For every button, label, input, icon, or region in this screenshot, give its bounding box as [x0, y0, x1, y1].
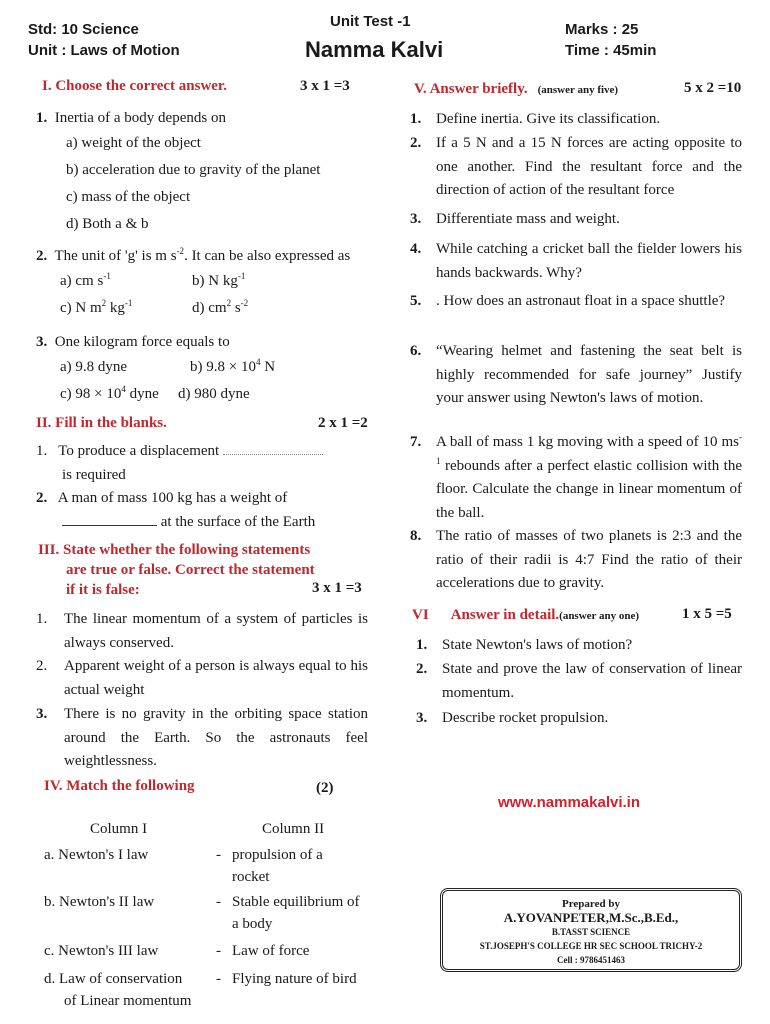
section3-title-line: if it is false: — [66, 582, 140, 598]
brand-title: Namma Kalvi — [305, 37, 444, 62]
author-designation: B.TASST SCIENCE — [551, 927, 631, 937]
match-dash: - — [216, 971, 221, 987]
section6-marks: 1 x 5 =5 — [682, 606, 732, 622]
option-d — [192, 300, 248, 317]
question-number: 1. — [36, 611, 48, 627]
section2-title: II. Fill in the blanks. — [36, 415, 167, 431]
unit-label: Unit : Laws of Motion — [28, 42, 180, 59]
question-text: A man of mass 100 kg has a weight of — [57, 490, 288, 506]
question — [36, 331, 230, 355]
option-d: d) 980 dyne — [178, 386, 250, 402]
option-text: dyne — [125, 386, 159, 402]
match-left: of Linear momentum — [64, 993, 192, 1009]
question-text: A ball of mass 1 kg moving with a speed of 10 ms — [436, 434, 739, 450]
superscript: 4 — [121, 384, 126, 394]
question — [416, 707, 742, 731]
option-text: c) 98 × 10 — [60, 386, 122, 402]
question-number: 3. — [410, 211, 422, 227]
section3-title-line: III. State whether the following statements — [38, 542, 311, 558]
match-left: a. Newton's I law — [44, 847, 149, 863]
match-right: rocket — [232, 869, 270, 885]
question-text: One kilogram force equals to — [54, 334, 230, 350]
match-left: c. Newton's III law — [44, 943, 159, 959]
question-text: To produce a displacement — [58, 443, 220, 459]
superscript: 2 — [101, 298, 107, 308]
question-text-cont: rebounds after a perfect elastic collision with the floor. Calculate the change in linear momentum of the ball. — [436, 457, 742, 521]
option-text: b) 9.8 × 10 — [190, 359, 256, 375]
marks-label: Marks : 25 — [565, 21, 639, 38]
question — [410, 431, 742, 525]
section3-title-line: are true or false. Correct the statement — [66, 562, 315, 578]
option-c: c) mass of the object — [66, 189, 191, 205]
superscript: -1 — [436, 432, 742, 466]
question — [36, 245, 350, 269]
match-right: Flying nature of bird — [232, 971, 357, 987]
superscript: -2 — [240, 298, 249, 308]
question-text: The linear momentum of a system of particles is always conserved. — [64, 611, 368, 651]
superscript: -1 — [124, 298, 133, 308]
match-right: Stable equilibrium of — [232, 894, 360, 910]
option-b — [190, 359, 275, 376]
question — [36, 107, 226, 131]
answer-blank — [62, 525, 157, 526]
question-number: 1. — [36, 443, 48, 459]
option-text: kg — [106, 300, 125, 316]
question-number: 5. — [410, 293, 422, 309]
question — [36, 608, 368, 655]
question-number: 2. — [36, 490, 48, 506]
question-number: 4. — [410, 241, 422, 257]
question-number: 1. — [416, 637, 428, 653]
question-number: 1. — [410, 111, 422, 127]
match-dash: - — [216, 894, 221, 910]
question — [416, 658, 742, 705]
section6-title: Answer in detail. — [450, 607, 560, 623]
question — [410, 108, 742, 132]
match-left: b. Newton's II law — [44, 894, 155, 910]
prepared-by-box — [440, 888, 742, 972]
question-number: 8. — [410, 528, 422, 544]
option-c — [60, 386, 159, 403]
question-text: Differentiate mass and weight. — [436, 211, 620, 227]
section6-header — [412, 606, 639, 624]
superscript: -1 — [237, 271, 246, 281]
question-number: 2. — [410, 135, 422, 151]
section3-title — [38, 540, 315, 600]
superscript: 2 — [226, 298, 232, 308]
section4-marks: (2) — [316, 780, 334, 796]
question — [36, 655, 368, 702]
superscript: -2 — [176, 246, 185, 256]
question-text: . How does an astronaut float in a space shuttle? — [436, 293, 726, 309]
match-right: Law of force — [232, 943, 310, 959]
question-number: 2. — [36, 658, 48, 674]
match-dash: - — [216, 943, 221, 959]
website-link[interactable]: www.nammakalvi.in — [498, 794, 640, 811]
question-text: State Newton's laws of motion? — [442, 637, 633, 653]
option-text: a) cm s — [60, 273, 104, 289]
question-text: While catching a cricket ball the fielder lowers his hands backwards. Why? — [436, 241, 742, 281]
section6-title-number: VI — [412, 607, 429, 623]
option-text: c) N m — [60, 300, 102, 316]
time-label: Time : 45min — [565, 42, 657, 59]
question-text: Apparent weight of a person is always equal to his actual weight — [64, 658, 368, 698]
author-name: A.YOVANPETER,M.Sc.,B.Ed., — [503, 910, 679, 925]
option-text: d) cm — [192, 300, 227, 316]
question — [410, 238, 742, 285]
question-number: 6. — [410, 343, 422, 359]
question-text: Inertia of a body depends on — [54, 110, 226, 126]
section5-note: (answer any five) — [537, 84, 619, 96]
question-number: 3. — [36, 334, 48, 350]
section1-marks: 3 x 1 =3 — [300, 78, 350, 94]
section6-note: (answer any one) — [559, 610, 640, 622]
author-cell: Cell : 9786451463 — [557, 955, 625, 965]
question-number: 7. — [410, 434, 422, 450]
option-text: N — [260, 359, 276, 375]
option-b: b) acceleration due to gravity of the planet — [66, 162, 321, 178]
std-label: Std: 10 Science — [28, 21, 139, 38]
column2-header: Column II — [262, 821, 325, 837]
question-text: There is no gravity in the orbiting space station around the Earth. So the astronauts feel weightlessness. — [64, 706, 368, 769]
question-number: 1. — [36, 110, 48, 126]
question-text: Define inertia. Give its classification. — [436, 111, 661, 127]
question — [416, 634, 742, 658]
question-text-cont: . It can be also expressed as — [184, 248, 351, 264]
option-d: d) Both a & b — [66, 216, 149, 232]
question — [410, 525, 742, 596]
superscript: 4 — [255, 357, 261, 367]
question — [410, 290, 742, 314]
question — [36, 440, 368, 487]
question-text-cont: at the surface of the Earth — [160, 513, 316, 530]
option-a — [60, 273, 111, 290]
question-text: “Wearing helmet and fastening the seat belt is highly recommended for safe journey” Justify your answer using Newton's laws of motion. — [436, 343, 742, 406]
section3-marks: 3 x 1 =3 — [312, 580, 362, 596]
question-text: State and prove the law of conservation of linear momentum. — [442, 661, 742, 701]
question-text: The unit of 'g' is m s — [54, 248, 177, 264]
question — [410, 208, 742, 232]
test-title: Unit Test -1 — [330, 13, 411, 30]
section5-marks: 5 x 2 =10 — [684, 80, 742, 96]
author-school: ST.JOSEPH'S COLLEGE HR SEC SCHOOL TRICHY-2 — [479, 941, 703, 951]
question-number: 2. — [36, 248, 48, 264]
match-right: propulsion of a — [232, 847, 323, 863]
match-dash: - — [216, 847, 221, 863]
match-right: a body — [232, 916, 273, 932]
option-c — [60, 300, 132, 317]
option-text: s — [231, 300, 241, 316]
prepared-by-label: Prepared by — [562, 898, 620, 910]
question — [410, 340, 742, 411]
section5-header — [414, 80, 618, 98]
question — [36, 703, 368, 774]
section5-title: V. Answer briefly. — [414, 81, 528, 97]
match-left: d. Law of conservation — [44, 971, 183, 987]
section2-marks: 2 x 1 =2 — [318, 415, 368, 431]
superscript: -1 — [103, 271, 111, 281]
question-number: 3. — [416, 710, 428, 726]
section1-title: I. Choose the correct answer. — [42, 78, 227, 94]
question-number: 3. — [36, 706, 48, 722]
section4-title: IV. Match the following — [44, 778, 195, 794]
question-number: 2. — [416, 661, 428, 677]
question-text: The ratio of masses of two planets is 2:3 and the ratio of their radii is 4:7 Find the ratio of their accelerations due to gravity. — [436, 528, 742, 591]
question — [36, 487, 368, 534]
question — [410, 132, 742, 203]
option-b — [192, 273, 245, 290]
option-text: b) N kg — [192, 273, 238, 289]
question-text: Describe rocket propulsion. — [442, 710, 609, 726]
question-text: If a 5 N and a 15 N forces are acting opposite to one another. Find the resultant force and the direction of action of the resultant force — [436, 135, 742, 198]
question-text-cont: is required — [62, 466, 126, 483]
option-a: a) 9.8 dyne — [60, 359, 128, 375]
column1-header: Column I — [90, 821, 148, 837]
answer-blank — [223, 454, 323, 455]
option-a: a) weight of the object — [66, 135, 201, 151]
